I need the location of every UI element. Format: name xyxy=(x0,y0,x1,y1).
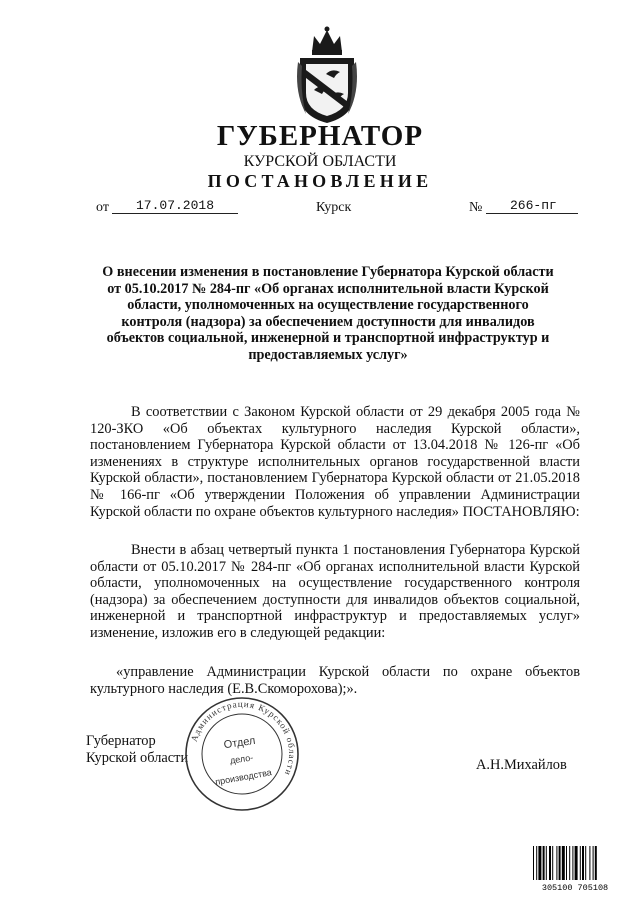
position-line: Губернатор xyxy=(86,733,156,749)
barcode-bar xyxy=(595,846,597,880)
barcode-bar xyxy=(566,846,567,880)
body-paragraph-new-wording: «управление Администрации Курской области по охране объектов культурного наследия (Е.В.Скоморохова);». xyxy=(90,664,580,697)
decree-date: 17.07.2018 xyxy=(136,198,215,213)
coat-of-arms-emblem xyxy=(296,22,358,126)
heading-line: контроля (надзора) за обеспечением доступности для инвалидов xyxy=(121,313,535,330)
city-name: Курск xyxy=(316,200,352,215)
date-prefix: от xyxy=(96,200,109,215)
barcode-bar xyxy=(569,846,570,880)
heading-line: предоставляемых услуг» xyxy=(248,346,408,363)
barcode-bar xyxy=(580,846,581,880)
barcode-bar xyxy=(562,846,565,880)
stamp-line: Отдел xyxy=(222,734,257,752)
document-barcode xyxy=(532,846,618,892)
stamp-line: дело- xyxy=(229,752,254,766)
barcode-bar xyxy=(533,846,534,880)
barcode-bar xyxy=(546,846,547,880)
barcode-bar xyxy=(589,846,590,880)
heading-line: О внесении изменения в постановление Губернатора Курской области xyxy=(102,264,554,280)
barcode-bar xyxy=(538,846,541,880)
barcode-bar xyxy=(536,846,537,880)
number-underline xyxy=(486,213,578,214)
official-stamp xyxy=(182,694,302,814)
barcode-bar xyxy=(559,846,561,880)
stamp-ring-text: Администрация Курской области xyxy=(188,698,298,778)
barcode-bar xyxy=(582,846,584,880)
signatory-name: А.Н.Михайлов xyxy=(476,757,567,773)
position-line: Курской области xyxy=(86,749,189,766)
number-prefix: № xyxy=(469,200,483,215)
date-underline xyxy=(112,213,238,214)
decree-number: 266-пг xyxy=(510,198,557,213)
region-subtitle: КУРСКОЙ ОБЛАСТИ xyxy=(243,153,397,170)
barcode-bar xyxy=(593,846,594,880)
heading-line: объектов социальной, инженерной и транспортной инфраструктур и xyxy=(106,330,550,347)
signatory-position xyxy=(86,733,188,766)
barcode-bar xyxy=(575,846,578,880)
decree-heading xyxy=(86,264,570,364)
decree-type: ПОСТАНОВЛЕНИЕ xyxy=(207,171,433,191)
barcode-bar xyxy=(585,846,586,880)
barcode-bar xyxy=(543,846,545,880)
body-paragraph-amendment: Внести в абзац четвертый пункта 1 постановления Губернатора Курской области от 05.10.2017 № 284-пг «Об органах исполнительной власти Курской области, уполномоченных на осуществление государственного контроля (надзора) за обеспечением доступности для инвалидов объектов социальной, инженерной и транспортной инфраструктур и предоставляемых услуг» изменение, изложив его в следующей редакции: xyxy=(90,542,580,641)
stamp-line: производства xyxy=(214,767,273,787)
heading-line: от 05.10.2017 № 284-пг «Об органах исполнительной власти Курской xyxy=(107,280,549,297)
barcode-bar xyxy=(549,846,551,880)
barcode-bar xyxy=(556,846,557,880)
document-title: ГУБЕРНАТОР xyxy=(216,120,424,152)
barcode-bar xyxy=(552,846,553,880)
body-paragraph-preamble: В соответствии с Законом Курской области от 29 декабря 2005 года № 120-ЗКО «Об объектах культурного наследия Курской области», постановлением Губернатора Курской области от 13.04.2018 № 126-пг «Об изменениях в структуре исполнительных органов государственной власти Курской области», постановлением Губернатора Курской области от 21.05.2018 № 166-пг «Об утверждении Положения об управлении Администрации Курской области по охране объектов культурного наследия» ПОСТАНОВЛЯЮ: xyxy=(90,404,580,520)
heading-line: области, уполномоченных на осуществление государственного xyxy=(127,297,529,314)
barcode-digits: 305100 705108 xyxy=(541,883,609,892)
barcode-bar xyxy=(572,846,573,880)
